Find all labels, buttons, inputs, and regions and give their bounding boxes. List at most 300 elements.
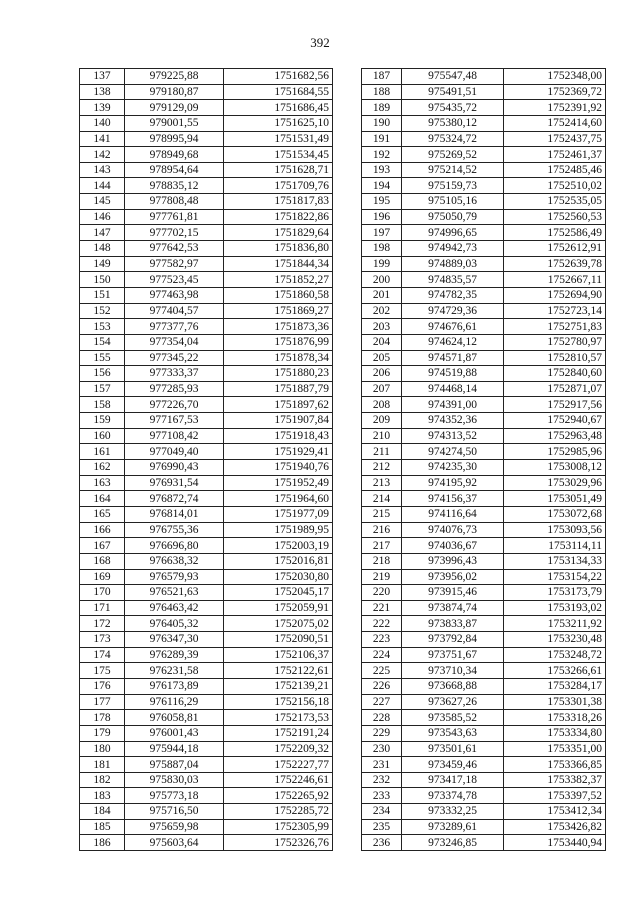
point-number-cell: 187: [362, 69, 402, 85]
point-number-cell: 223: [362, 632, 402, 648]
table-row: [80, 663, 333, 679]
point-number-cell: 180: [80, 741, 125, 757]
y-coordinate-cell: 1751887,79: [224, 381, 333, 397]
x-coordinate-cell: 976990,43: [125, 460, 224, 476]
y-coordinate-cell: 1752694,90: [504, 287, 606, 303]
x-coordinate-cell: 973751,67: [402, 647, 504, 663]
y-coordinate-cell: 1752612,91: [504, 241, 606, 257]
y-coordinate-cell: 1753266,61: [504, 663, 606, 679]
table-row: [80, 413, 333, 429]
point-number-cell: 167: [80, 538, 125, 554]
y-coordinate-cell: 1751709,76: [224, 178, 333, 194]
y-coordinate-cell: 1751989,95: [224, 522, 333, 538]
table-row: [362, 147, 606, 163]
table-row: [80, 209, 333, 225]
y-coordinate-cell: 1752191,24: [224, 725, 333, 741]
point-number-cell: 234: [362, 804, 402, 820]
x-coordinate-cell: 977049,40: [125, 444, 224, 460]
point-number-cell: 144: [80, 178, 125, 194]
y-coordinate-cell: 1752940,67: [504, 413, 606, 429]
x-coordinate-cell: 973915,46: [402, 585, 504, 601]
x-coordinate-cell: 975773,18: [125, 788, 224, 804]
y-coordinate-cell: 1753134,33: [504, 553, 606, 569]
x-coordinate-cell: 976696,80: [125, 538, 224, 554]
point-number-cell: 198: [362, 241, 402, 257]
table-row: [362, 772, 606, 788]
x-coordinate-cell: 974942,73: [402, 241, 504, 257]
point-number-cell: 211: [362, 444, 402, 460]
point-number-cell: 164: [80, 491, 125, 507]
point-number-cell: 227: [362, 694, 402, 710]
x-coordinate-cell: 977642,53: [125, 241, 224, 257]
y-coordinate-cell: 1753173,79: [504, 585, 606, 601]
point-number-cell: 201: [362, 287, 402, 303]
x-coordinate-cell: 977167,53: [125, 413, 224, 429]
table-row: [80, 491, 333, 507]
point-number-cell: 190: [362, 115, 402, 131]
x-coordinate-cell: 975324,72: [402, 131, 504, 147]
table-row: [362, 585, 606, 601]
y-coordinate-cell: 1752122,61: [224, 663, 333, 679]
y-coordinate-cell: 1752003,19: [224, 538, 333, 554]
point-number-cell: 148: [80, 241, 125, 257]
y-coordinate-cell: 1752209,32: [224, 741, 333, 757]
point-number-cell: 195: [362, 194, 402, 210]
point-number-cell: 157: [80, 381, 125, 397]
x-coordinate-cell: 973668,88: [402, 678, 504, 694]
table-row: [80, 319, 333, 335]
point-number-cell: 206: [362, 366, 402, 382]
x-coordinate-cell: 975659,98: [125, 819, 224, 835]
y-coordinate-cell: 1752227,77: [224, 757, 333, 773]
table-row: [80, 710, 333, 726]
table-row: [80, 225, 333, 241]
point-number-cell: 199: [362, 256, 402, 272]
x-coordinate-cell: 975435,72: [402, 100, 504, 116]
y-coordinate-cell: 1753301,38: [504, 694, 606, 710]
table-row: [80, 506, 333, 522]
y-coordinate-cell: 1752090,51: [224, 632, 333, 648]
y-coordinate-cell: 1753154,22: [504, 569, 606, 585]
table-row: [80, 569, 333, 585]
table-row: [362, 225, 606, 241]
table-row: [362, 397, 606, 413]
x-coordinate-cell: 974391,00: [402, 397, 504, 413]
table-row: [80, 616, 333, 632]
y-coordinate-cell: 1752751,83: [504, 319, 606, 335]
x-coordinate-cell: 977333,37: [125, 366, 224, 382]
point-number-cell: 168: [80, 553, 125, 569]
y-coordinate-cell: 1752985,96: [504, 444, 606, 460]
point-number-cell: 172: [80, 616, 125, 632]
y-coordinate-cell: 1752810,57: [504, 350, 606, 366]
x-coordinate-cell: 976116,29: [125, 694, 224, 710]
table-row: [80, 460, 333, 476]
x-coordinate-cell: 973289,61: [402, 819, 504, 835]
y-coordinate-cell: 1753008,12: [504, 460, 606, 476]
point-number-cell: 221: [362, 600, 402, 616]
point-number-cell: 155: [80, 350, 125, 366]
x-coordinate-cell: 976347,30: [125, 632, 224, 648]
point-number-cell: 188: [362, 84, 402, 100]
table-row: [80, 788, 333, 804]
point-number-cell: 228: [362, 710, 402, 726]
y-coordinate-cell: 1751628,71: [224, 162, 333, 178]
point-number-cell: 161: [80, 444, 125, 460]
table-row: [362, 694, 606, 710]
table-row: [80, 694, 333, 710]
x-coordinate-cell: 977808,48: [125, 194, 224, 210]
y-coordinate-cell: 1751684,55: [224, 84, 333, 100]
x-coordinate-cell: 974036,67: [402, 538, 504, 554]
table-row: [362, 209, 606, 225]
table-row: [80, 303, 333, 319]
y-coordinate-cell: 1752639,78: [504, 256, 606, 272]
point-number-cell: 173: [80, 632, 125, 648]
y-coordinate-cell: 1751876,99: [224, 334, 333, 350]
x-coordinate-cell: 978954,64: [125, 162, 224, 178]
point-number-cell: 193: [362, 162, 402, 178]
y-coordinate-cell: 1752348,00: [504, 69, 606, 85]
table-row: [80, 162, 333, 178]
y-coordinate-cell: 1751836,80: [224, 241, 333, 257]
y-coordinate-cell: 1751869,27: [224, 303, 333, 319]
table-row: [362, 334, 606, 350]
x-coordinate-cell: 974195,92: [402, 475, 504, 491]
table-row: [362, 757, 606, 773]
table-row: [80, 647, 333, 663]
point-number-cell: 152: [80, 303, 125, 319]
x-coordinate-cell: 976521,63: [125, 585, 224, 601]
y-coordinate-cell: 1753351,00: [504, 741, 606, 757]
x-coordinate-cell: 977761,81: [125, 209, 224, 225]
y-coordinate-cell: 1752723,14: [504, 303, 606, 319]
y-coordinate-cell: 1751918,43: [224, 428, 333, 444]
point-number-cell: 179: [80, 725, 125, 741]
table-row: [80, 741, 333, 757]
point-number-cell: 146: [80, 209, 125, 225]
point-number-cell: 166: [80, 522, 125, 538]
y-coordinate-cell: 1752510,02: [504, 178, 606, 194]
x-coordinate-cell: 973332,25: [402, 804, 504, 820]
point-number-cell: 216: [362, 522, 402, 538]
y-coordinate-cell: 1753093,56: [504, 522, 606, 538]
point-number-cell: 215: [362, 506, 402, 522]
y-coordinate-cell: 1752045,17: [224, 585, 333, 601]
x-coordinate-cell: 973459,46: [402, 757, 504, 773]
table-row: [80, 678, 333, 694]
x-coordinate-cell: 975491,51: [402, 84, 504, 100]
table-row: [80, 241, 333, 257]
x-coordinate-cell: 973374,78: [402, 788, 504, 804]
y-coordinate-cell: 1753334,80: [504, 725, 606, 741]
y-coordinate-cell: 1751952,49: [224, 475, 333, 491]
x-coordinate-cell: 976463,42: [125, 600, 224, 616]
point-number-cell: 202: [362, 303, 402, 319]
x-coordinate-cell: 973996,43: [402, 553, 504, 569]
point-number-cell: 174: [80, 647, 125, 663]
table-row: [362, 506, 606, 522]
point-number-cell: 194: [362, 178, 402, 194]
table-row: [362, 350, 606, 366]
table-row: [80, 444, 333, 460]
x-coordinate-cell: 977702,15: [125, 225, 224, 241]
point-number-cell: 143: [80, 162, 125, 178]
x-coordinate-cell: 973710,34: [402, 663, 504, 679]
point-number-cell: 165: [80, 506, 125, 522]
table-row: [80, 397, 333, 413]
y-coordinate-cell: 1753211,92: [504, 616, 606, 632]
table-row: [80, 287, 333, 303]
point-number-cell: 205: [362, 350, 402, 366]
x-coordinate-cell: 973585,52: [402, 710, 504, 726]
y-coordinate-cell: 1752485,46: [504, 162, 606, 178]
point-number-cell: 233: [362, 788, 402, 804]
x-coordinate-cell: 975944,18: [125, 741, 224, 757]
table-row: [80, 178, 333, 194]
y-coordinate-cell: 1752075,02: [224, 616, 333, 632]
table-row: [362, 835, 606, 851]
point-number-cell: 138: [80, 84, 125, 100]
point-number-cell: 177: [80, 694, 125, 710]
x-coordinate-cell: 979001,55: [125, 115, 224, 131]
y-coordinate-cell: 1752305,99: [224, 819, 333, 835]
point-number-cell: 140: [80, 115, 125, 131]
x-coordinate-cell: 973417,18: [402, 772, 504, 788]
point-number-cell: 149: [80, 256, 125, 272]
point-number-cell: 145: [80, 194, 125, 210]
table-row: [362, 460, 606, 476]
point-number-cell: 204: [362, 334, 402, 350]
y-coordinate-cell: 1752059,91: [224, 600, 333, 616]
x-coordinate-cell: 975214,52: [402, 162, 504, 178]
table-row: [80, 381, 333, 397]
point-number-cell: 184: [80, 804, 125, 820]
point-number-cell: 230: [362, 741, 402, 757]
x-coordinate-cell: 977345,22: [125, 350, 224, 366]
table-row: [80, 147, 333, 163]
x-coordinate-cell: 973792,84: [402, 632, 504, 648]
point-number-cell: 226: [362, 678, 402, 694]
y-coordinate-cell: 1751686,45: [224, 100, 333, 116]
table-row: [362, 725, 606, 741]
x-coordinate-cell: 976001,43: [125, 725, 224, 741]
y-coordinate-cell: 1752265,92: [224, 788, 333, 804]
table-row: [80, 334, 333, 350]
table-row: [80, 772, 333, 788]
x-coordinate-cell: 979225,88: [125, 69, 224, 85]
y-coordinate-cell: 1753029,96: [504, 475, 606, 491]
y-coordinate-cell: 1751829,64: [224, 225, 333, 241]
point-number-cell: 154: [80, 334, 125, 350]
table-row: [80, 475, 333, 491]
x-coordinate-cell: 974274,50: [402, 444, 504, 460]
table-row: [80, 819, 333, 835]
table-row: [362, 178, 606, 194]
table-row: [80, 350, 333, 366]
x-coordinate-cell: 977404,57: [125, 303, 224, 319]
y-coordinate-cell: 1752139,21: [224, 678, 333, 694]
table-row: [80, 632, 333, 648]
x-coordinate-cell: 975269,52: [402, 147, 504, 163]
point-number-cell: 235: [362, 819, 402, 835]
point-number-cell: 176: [80, 678, 125, 694]
y-coordinate-cell: 1752437,75: [504, 131, 606, 147]
point-number-cell: 214: [362, 491, 402, 507]
x-coordinate-cell: 977582,97: [125, 256, 224, 272]
x-coordinate-cell: 977463,98: [125, 287, 224, 303]
point-number-cell: 191: [362, 131, 402, 147]
x-coordinate-cell: 976173,89: [125, 678, 224, 694]
y-coordinate-cell: 1751878,34: [224, 350, 333, 366]
table-row: [362, 272, 606, 288]
point-number-cell: 156: [80, 366, 125, 382]
point-number-cell: 197: [362, 225, 402, 241]
y-coordinate-cell: 1751531,49: [224, 131, 333, 147]
x-coordinate-cell: 975050,79: [402, 209, 504, 225]
y-coordinate-cell: 1752030,80: [224, 569, 333, 585]
y-coordinate-cell: 1752461,37: [504, 147, 606, 163]
table-row: [362, 413, 606, 429]
table-row: [80, 272, 333, 288]
point-number-cell: 219: [362, 569, 402, 585]
x-coordinate-cell: 973833,87: [402, 616, 504, 632]
y-coordinate-cell: 1751929,41: [224, 444, 333, 460]
table-row: [362, 569, 606, 585]
coordinates-table-right-body: [362, 69, 606, 851]
point-number-cell: 207: [362, 381, 402, 397]
table-row: [362, 131, 606, 147]
x-coordinate-cell: 974519,88: [402, 366, 504, 382]
point-number-cell: 210: [362, 428, 402, 444]
y-coordinate-cell: 1753114,11: [504, 538, 606, 554]
y-coordinate-cell: 1753284,17: [504, 678, 606, 694]
x-coordinate-cell: 974624,12: [402, 334, 504, 350]
x-coordinate-cell: 973874,74: [402, 600, 504, 616]
table-row: [80, 522, 333, 538]
point-number-cell: 160: [80, 428, 125, 444]
table-row: [362, 428, 606, 444]
x-coordinate-cell: 975830,03: [125, 772, 224, 788]
x-coordinate-cell: 973543,63: [402, 725, 504, 741]
y-coordinate-cell: 1751873,36: [224, 319, 333, 335]
point-number-cell: 181: [80, 757, 125, 773]
table-row: [80, 757, 333, 773]
point-number-cell: 175: [80, 663, 125, 679]
table-row: [362, 381, 606, 397]
table-row: [362, 647, 606, 663]
table-row: [80, 553, 333, 569]
table-row: [80, 804, 333, 820]
page-number: 392: [310, 35, 330, 50]
point-number-cell: 171: [80, 600, 125, 616]
x-coordinate-cell: 976638,32: [125, 553, 224, 569]
table-row: [362, 366, 606, 382]
y-coordinate-cell: 1751852,27: [224, 272, 333, 288]
point-number-cell: 225: [362, 663, 402, 679]
point-number-cell: 212: [362, 460, 402, 476]
y-coordinate-cell: 1752586,49: [504, 225, 606, 241]
x-coordinate-cell: 976231,58: [125, 663, 224, 679]
y-coordinate-cell: 1752414,60: [504, 115, 606, 131]
y-coordinate-cell: 1753248,72: [504, 647, 606, 663]
table-row: [362, 678, 606, 694]
x-coordinate-cell: 977226,70: [125, 397, 224, 413]
x-coordinate-cell: 977108,42: [125, 428, 224, 444]
x-coordinate-cell: 976058,81: [125, 710, 224, 726]
x-coordinate-cell: 979180,87: [125, 84, 224, 100]
y-coordinate-cell: 1751625,10: [224, 115, 333, 131]
y-coordinate-cell: 1752246,61: [224, 772, 333, 788]
x-coordinate-cell: 975105,16: [402, 194, 504, 210]
point-number-cell: 158: [80, 397, 125, 413]
y-coordinate-cell: 1751964,60: [224, 491, 333, 507]
point-number-cell: 220: [362, 585, 402, 601]
x-coordinate-cell: 978949,68: [125, 147, 224, 163]
point-number-cell: 203: [362, 319, 402, 335]
table-row: [362, 616, 606, 632]
coordinates-table-left: [79, 68, 333, 851]
x-coordinate-cell: 974116,64: [402, 506, 504, 522]
table-row: [362, 194, 606, 210]
table-row: [362, 287, 606, 303]
y-coordinate-cell: 1753440,94: [504, 835, 606, 851]
y-coordinate-cell: 1753072,68: [504, 506, 606, 522]
x-coordinate-cell: 974996,65: [402, 225, 504, 241]
y-coordinate-cell: 1752871,07: [504, 381, 606, 397]
point-number-cell: 163: [80, 475, 125, 491]
table-row: [362, 84, 606, 100]
x-coordinate-cell: 974571,87: [402, 350, 504, 366]
x-coordinate-cell: 973956,02: [402, 569, 504, 585]
y-coordinate-cell: 1753397,52: [504, 788, 606, 804]
table-row: [362, 319, 606, 335]
y-coordinate-cell: 1753382,37: [504, 772, 606, 788]
table-row: [80, 84, 333, 100]
y-coordinate-cell: 1752285,72: [224, 804, 333, 820]
y-coordinate-cell: 1752326,76: [224, 835, 333, 851]
table-row: [80, 256, 333, 272]
table-row: [362, 788, 606, 804]
x-coordinate-cell: 977523,45: [125, 272, 224, 288]
table-row: [80, 100, 333, 116]
y-coordinate-cell: 1751860,58: [224, 287, 333, 303]
point-number-cell: 183: [80, 788, 125, 804]
x-coordinate-cell: 974782,35: [402, 287, 504, 303]
x-coordinate-cell: 973627,26: [402, 694, 504, 710]
point-number-cell: 186: [80, 835, 125, 851]
y-coordinate-cell: 1752173,53: [224, 710, 333, 726]
table-row: [362, 256, 606, 272]
point-number-cell: 162: [80, 460, 125, 476]
x-coordinate-cell: 974889,03: [402, 256, 504, 272]
x-coordinate-cell: 977354,04: [125, 334, 224, 350]
y-coordinate-cell: 1753230,48: [504, 632, 606, 648]
y-coordinate-cell: 1752840,60: [504, 366, 606, 382]
table-row: [80, 835, 333, 851]
coordinates-table-left-body: [80, 69, 333, 851]
table-row: [80, 131, 333, 147]
table-row: [362, 100, 606, 116]
x-coordinate-cell: 974468,14: [402, 381, 504, 397]
y-coordinate-cell: 1752917,56: [504, 397, 606, 413]
x-coordinate-cell: 979129,09: [125, 100, 224, 116]
table-row: [362, 819, 606, 835]
table-row: [80, 366, 333, 382]
x-coordinate-cell: 973501,61: [402, 741, 504, 757]
point-number-cell: 236: [362, 835, 402, 851]
x-coordinate-cell: 975887,04: [125, 757, 224, 773]
